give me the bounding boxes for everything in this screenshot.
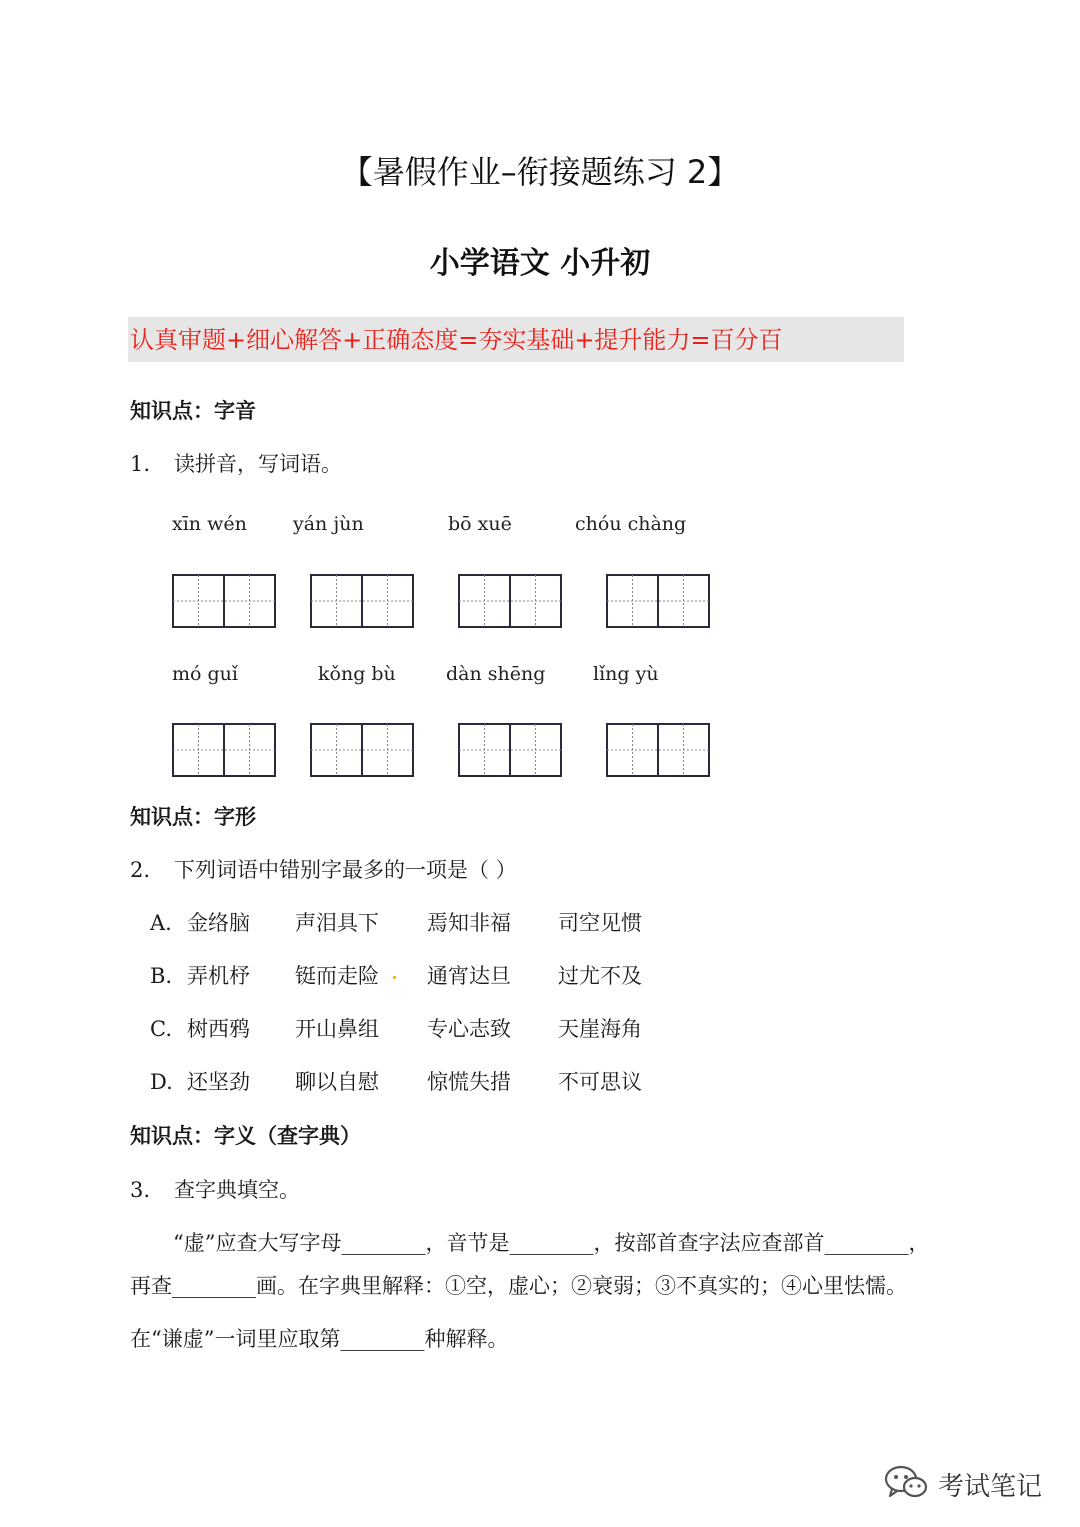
question-1-text: 读拼音，写词语。 bbox=[174, 452, 342, 476]
option-word: 开山鼻组 bbox=[295, 1017, 379, 1041]
tianzige-answer-box[interactable] bbox=[458, 723, 562, 777]
option-word: 惊慌失措 bbox=[427, 1070, 511, 1094]
tianzige-answer-box[interactable] bbox=[310, 574, 414, 628]
option-b-letter[interactable]: B. bbox=[150, 964, 173, 988]
question-3 bbox=[130, 1175, 300, 1205]
tianzige-answer-box[interactable] bbox=[458, 574, 562, 628]
tianzige-answer-box[interactable] bbox=[606, 574, 710, 628]
question-3-text: 查字典填空。 bbox=[174, 1178, 300, 1202]
option-word: 聊以自慰 bbox=[295, 1070, 379, 1094]
option-word: 弄机杼 bbox=[187, 964, 250, 988]
option-word: 专心志致 bbox=[427, 1017, 511, 1041]
motto-text: 认真审题+细心解答+正确态度=夯实基础+提升能力=百分百 bbox=[130, 326, 783, 354]
option-word: 司空见惯 bbox=[558, 911, 642, 935]
pinyin-label: chóu chàng bbox=[575, 513, 687, 535]
fill-blank-line-3: 在“谦虚”一词里应取第________种解释。 bbox=[130, 1327, 509, 1351]
option-c-letter[interactable]: C. bbox=[150, 1017, 172, 1041]
tianzige-answer-box[interactable] bbox=[606, 723, 710, 777]
knowledge-point-pronunciation: 知识点：字音 bbox=[130, 398, 256, 423]
question-3-number: 3. bbox=[130, 1178, 151, 1202]
question-1-number: 1. bbox=[130, 452, 151, 476]
option-word: 天崖海角 bbox=[558, 1017, 642, 1041]
question-2-number: 2. bbox=[130, 858, 151, 882]
option-word: 过尤不及 bbox=[558, 964, 642, 988]
fill-blank-line-2: 再查________画。在字典里解释：①空，虚心；②衰弱；③不真实的；④心里怯懦。 bbox=[130, 1274, 907, 1298]
option-a-letter[interactable]: A. bbox=[150, 911, 172, 935]
pinyin-label: xīn wén bbox=[172, 513, 247, 535]
tianzige-answer-box[interactable] bbox=[172, 723, 276, 777]
pinyin-label: bō xuē bbox=[448, 513, 512, 535]
option-word: 不可思议 bbox=[558, 1070, 642, 1094]
tianzige-answer-box[interactable] bbox=[172, 574, 276, 628]
question-2 bbox=[130, 855, 517, 885]
stray-dot bbox=[393, 976, 396, 979]
knowledge-point-character-form: 知识点：字形 bbox=[130, 804, 256, 829]
option-word: 焉知非福 bbox=[427, 911, 511, 935]
option-word: 还坚劲 bbox=[187, 1070, 250, 1094]
watermark-text: 考试笔记 bbox=[937, 1471, 1042, 1502]
pinyin-label: mó guǐ bbox=[172, 663, 238, 685]
fill-blank-line-1: “虚”应查大写字母________，音节是________，按部首查字法应查部首________， bbox=[173, 1231, 930, 1255]
pinyin-label: lǐng yù bbox=[593, 663, 659, 685]
pinyin-label: kǒng bù bbox=[318, 663, 396, 685]
option-word: 通宵达旦 bbox=[427, 964, 511, 988]
wechat-icon bbox=[882, 1462, 930, 1506]
pinyin-label: yán jùn bbox=[293, 513, 364, 535]
question-1 bbox=[130, 449, 342, 479]
question-2-text: 下列词语中错别字最多的一项是（ ） bbox=[174, 858, 517, 882]
pinyin-label: dàn shēng bbox=[446, 663, 546, 685]
option-word: 金络脑 bbox=[187, 911, 250, 935]
watermark bbox=[882, 1462, 1042, 1506]
motto-banner bbox=[128, 317, 904, 362]
knowledge-point-meaning: 知识点：字义（查字典） bbox=[130, 1123, 361, 1148]
option-word: 铤而走险 bbox=[295, 964, 379, 988]
option-d-letter[interactable]: D. bbox=[150, 1070, 173, 1094]
tianzige-answer-box[interactable] bbox=[310, 723, 414, 777]
page-subtitle: 小学语文 小升初 bbox=[429, 246, 651, 281]
option-word: 树西鸦 bbox=[187, 1017, 250, 1041]
page-title: 【暑假作业–衔接题练习 2】 bbox=[340, 153, 740, 191]
option-word: 声泪具下 bbox=[295, 911, 379, 935]
